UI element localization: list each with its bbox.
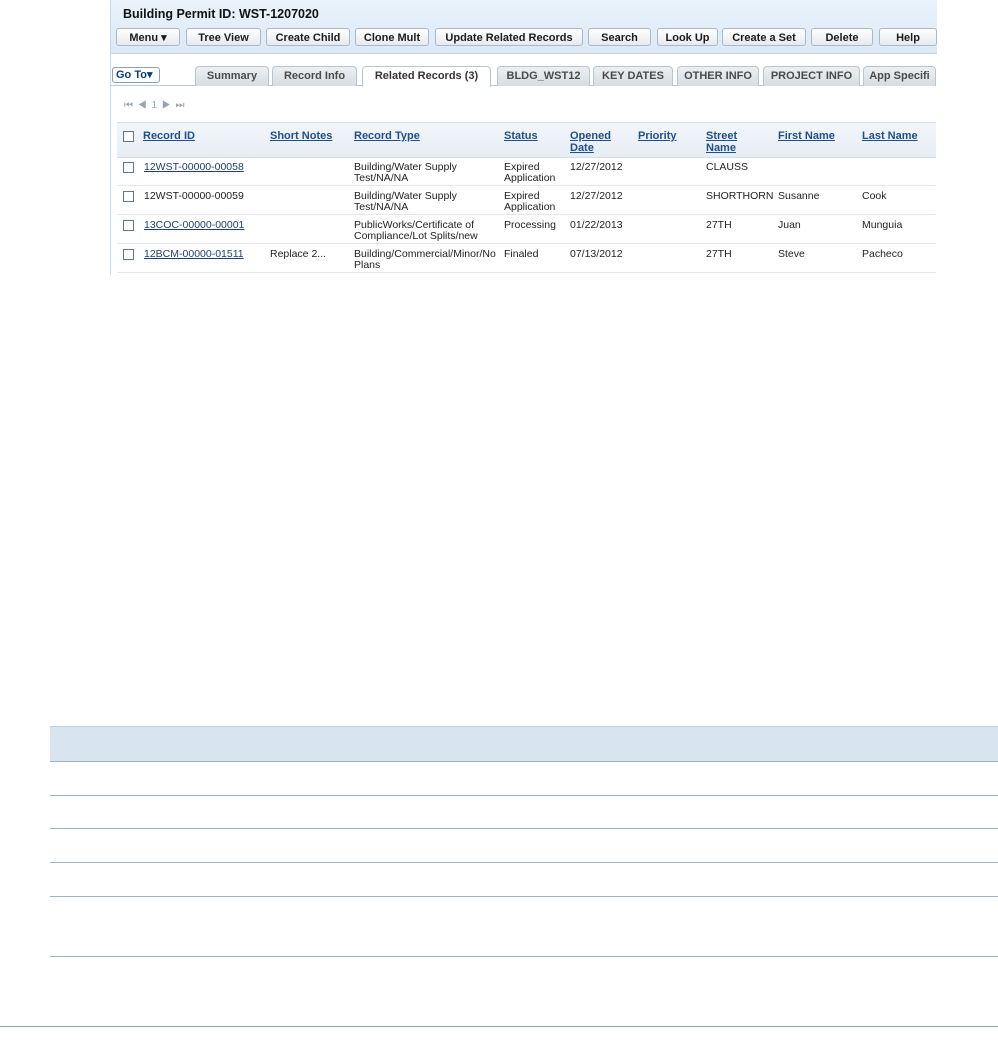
create-child-button[interactable]: Create Child bbox=[266, 28, 350, 46]
last-page-icon[interactable]: ⏭ bbox=[175, 100, 186, 111]
column-last-name[interactable]: Last Name bbox=[862, 130, 918, 142]
record-id-link[interactable]: 12WST-00000-00058 bbox=[144, 161, 244, 173]
update-related-records-button[interactable]: Update Related Records bbox=[435, 28, 583, 46]
record-type-cell: Building/Commercial/Minor/No Plans bbox=[354, 248, 496, 271]
status-cell: Expired Application bbox=[504, 161, 556, 184]
status-cell: Processing bbox=[504, 219, 556, 231]
table-divider bbox=[50, 828, 998, 829]
tab-project-info[interactable]: PROJECT INFO bbox=[763, 66, 860, 86]
status-cell: Expired Application bbox=[504, 190, 556, 213]
column-short-notes[interactable]: Short Notes bbox=[270, 130, 333, 142]
select-all-checkbox[interactable] bbox=[123, 131, 134, 142]
tab-related-records[interactable]: Related Records (3) bbox=[362, 66, 491, 87]
table-divider bbox=[50, 862, 998, 863]
last-name-cell: Munguia bbox=[862, 219, 903, 231]
column-record-id[interactable]: Record ID bbox=[143, 130, 195, 142]
column-record-type[interactable]: Record Type bbox=[354, 130, 420, 142]
record-id-cell: 12WST-00000-00059 bbox=[144, 190, 244, 202]
chevron-down-icon: ▾ bbox=[161, 32, 167, 44]
record-id-link[interactable]: 12BCM-00000-01511 bbox=[144, 248, 244, 260]
table-row bbox=[117, 215, 936, 244]
delete-button[interactable]: Delete bbox=[811, 28, 873, 46]
search-button[interactable]: Search bbox=[588, 28, 651, 46]
bottom-divider bbox=[0, 1026, 998, 1027]
first-name-cell: Steve bbox=[778, 248, 805, 260]
column-status[interactable]: Status bbox=[504, 130, 538, 142]
goto-dropdown[interactable]: Go To▾ bbox=[112, 67, 160, 83]
table-row bbox=[117, 244, 936, 273]
table-row bbox=[117, 157, 936, 186]
last-name-cell: Cook bbox=[862, 190, 887, 202]
table-divider bbox=[50, 761, 998, 762]
tab-app-specific[interactable]: App Specifi bbox=[863, 66, 936, 86]
clone-mult-button[interactable]: Clone Mult bbox=[355, 28, 429, 46]
column-first-name[interactable]: First Name bbox=[778, 130, 835, 142]
tab-bldg-wst12[interactable]: BLDG_WST12 bbox=[497, 66, 590, 86]
first-name-cell: Susanne bbox=[778, 190, 820, 202]
create-a-set-button[interactable]: Create a Set bbox=[722, 28, 806, 46]
street-name-cell: SHORTHORN bbox=[706, 190, 774, 202]
menu-button[interactable] bbox=[116, 28, 180, 46]
look-up-button[interactable]: Look Up bbox=[657, 28, 718, 46]
last-name-cell: Pacheco bbox=[862, 248, 903, 260]
page-number: 1 bbox=[151, 100, 159, 111]
tree-view-button[interactable]: Tree View bbox=[186, 28, 261, 46]
pager bbox=[124, 100, 186, 111]
street-name-cell: 27TH bbox=[706, 248, 732, 260]
column-opened-date[interactable]: Opened Date bbox=[570, 130, 611, 154]
table-divider bbox=[50, 896, 998, 897]
opened-date-cell: 07/13/2012 bbox=[570, 248, 623, 260]
record-type-cell: Building/Water Supply Test/NA/NA bbox=[354, 161, 457, 184]
table-divider bbox=[50, 795, 998, 796]
previous-page-icon[interactable]: ◀ bbox=[137, 100, 148, 111]
row-checkbox[interactable] bbox=[123, 220, 134, 231]
tab-key-dates[interactable]: KEY DATES bbox=[593, 66, 673, 86]
street-name-cell: 27TH bbox=[706, 219, 732, 231]
record-type-cell: Building/Water Supply Test/NA/NA bbox=[354, 190, 457, 213]
column-street-name[interactable]: Street Name bbox=[706, 130, 738, 154]
help-button[interactable]: Help bbox=[879, 28, 937, 46]
row-checkbox[interactable] bbox=[123, 191, 134, 202]
record-id-link[interactable]: 13COC-00000-00001 bbox=[144, 219, 245, 231]
tab-summary[interactable]: Summary bbox=[195, 66, 269, 86]
opened-date-cell: 12/27/2012 bbox=[570, 161, 623, 173]
tab-other-info[interactable]: OTHER INFO bbox=[677, 66, 759, 86]
page-title: Building Permit ID: WST-1207020 bbox=[123, 7, 319, 21]
record-type-cell: PublicWorks/Certificate of Compliance/Lot Splits/new bbox=[354, 219, 478, 242]
tab-record-info[interactable]: Record Info bbox=[272, 66, 357, 86]
records-table-header bbox=[117, 122, 936, 158]
row-checkbox[interactable] bbox=[123, 249, 134, 260]
status-cell: Finaled bbox=[504, 248, 539, 260]
short-notes-cell: Replace 2... bbox=[270, 248, 327, 260]
next-page-icon[interactable]: ▶ bbox=[161, 100, 172, 111]
row-checkbox[interactable] bbox=[123, 162, 134, 173]
column-priority[interactable]: Priority bbox=[638, 130, 677, 142]
first-page-icon[interactable]: ⏮ bbox=[124, 100, 134, 111]
menu-button-label: Menu bbox=[129, 32, 159, 44]
empty-table-header bbox=[50, 726, 998, 762]
opened-date-cell: 12/27/2012 bbox=[570, 190, 623, 202]
first-name-cell: Juan bbox=[778, 219, 801, 231]
table-divider bbox=[50, 956, 998, 957]
opened-date-cell: 01/22/2013 bbox=[570, 219, 623, 231]
street-name-cell: CLAUSS bbox=[706, 161, 749, 173]
header-bar bbox=[111, 0, 937, 54]
table-row bbox=[117, 186, 936, 215]
